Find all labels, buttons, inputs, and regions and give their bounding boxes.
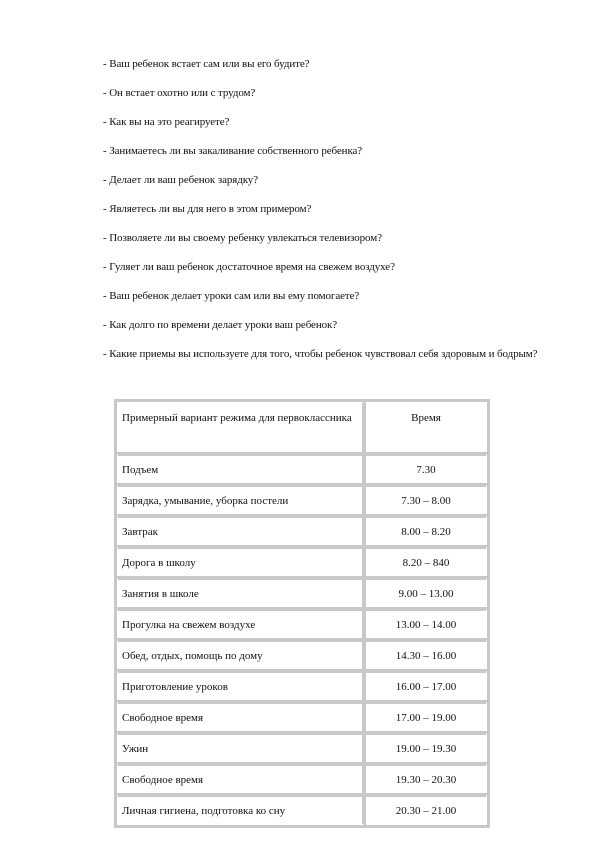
time-cell: 14.30 – 16.00: [365, 639, 487, 670]
table-row: [117, 453, 487, 484]
question-item: - Ваш ребенок встает сам или вы его будите?: [103, 58, 310, 70]
activity-cell: Свободное время: [117, 763, 365, 794]
table-row: [117, 546, 487, 577]
schedule-table: [117, 402, 487, 825]
table-row: [117, 639, 487, 670]
time-cell: 9.00 – 13.00: [365, 577, 487, 608]
time-cell: 7.30 – 8.00: [365, 484, 487, 515]
time-cell: 19.00 – 19.30: [365, 732, 487, 763]
table-row: [117, 577, 487, 608]
table-row: [117, 763, 487, 794]
table-row: [117, 732, 487, 763]
activity-cell: Ужин: [117, 732, 365, 763]
time-cell: 17.00 – 19.00: [365, 701, 487, 732]
activity-cell: Приготовление уроков: [117, 670, 365, 701]
table-row: [117, 701, 487, 732]
activity-cell: Занятия в школе: [117, 577, 365, 608]
time-cell: 8.20 – 840: [365, 546, 487, 577]
activity-cell: Прогулка на свежем воздухе: [117, 608, 365, 639]
time-cell: 13.00 – 14.00: [365, 608, 487, 639]
table-row: [117, 670, 487, 701]
table-row: [117, 515, 487, 546]
header-time-cell: Время: [365, 402, 487, 453]
question-item: - Позволяете ли вы своему ребенку увлекаться телевизором?: [103, 232, 382, 244]
activity-cell: Обед, отдых, помощь по дому: [117, 639, 365, 670]
time-cell: 8.00 – 8.20: [365, 515, 487, 546]
table-header-row: [117, 402, 487, 453]
activity-cell: Зарядка, умывание, уборка постели: [117, 484, 365, 515]
question-item: - Какие приемы вы используете для того, чтобы ребенок чувствовал себя здоровым и бодрым?: [103, 348, 538, 360]
activity-cell: Дорога в школу: [117, 546, 365, 577]
activity-cell: Свободное время: [117, 701, 365, 732]
question-item: - Гуляет ли ваш ребенок достаточное время на свежем воздухе?: [103, 261, 395, 273]
time-cell: 20.30 – 21.00: [365, 794, 487, 825]
activity-cell: Личная гигиена, подготовка ко сну: [117, 794, 365, 825]
question-item: - Ваш ребенок делает уроки сам или вы ему помогаете?: [103, 290, 360, 302]
table-row: [117, 484, 487, 515]
question-item: - Делает ли ваш ребенок зарядку?: [103, 174, 258, 186]
table-row: [117, 608, 487, 639]
schedule-table-frame: [114, 399, 490, 828]
question-item: - Занимаетесь ли вы закаливание собственного ребенка?: [103, 145, 363, 157]
question-item: - Являетесь ли вы для него в этом примером?: [103, 203, 312, 215]
time-cell: 7.30: [365, 453, 487, 484]
activity-cell: Завтрак: [117, 515, 365, 546]
question-item: - Как вы на это реагируете?: [103, 116, 230, 128]
questions-list: [103, 57, 543, 361]
activity-cell: Подъем: [117, 453, 365, 484]
time-cell: 19.30 – 20.30: [365, 763, 487, 794]
table-row: [117, 794, 487, 825]
header-activity-cell: Примерный вариант режима для первоклассника: [117, 402, 365, 453]
question-item: - Как долго по времени делает уроки ваш ребенок?: [103, 319, 338, 331]
time-cell: 16.00 – 17.00: [365, 670, 487, 701]
question-item: - Он встает охотно или с трудом?: [103, 87, 256, 99]
